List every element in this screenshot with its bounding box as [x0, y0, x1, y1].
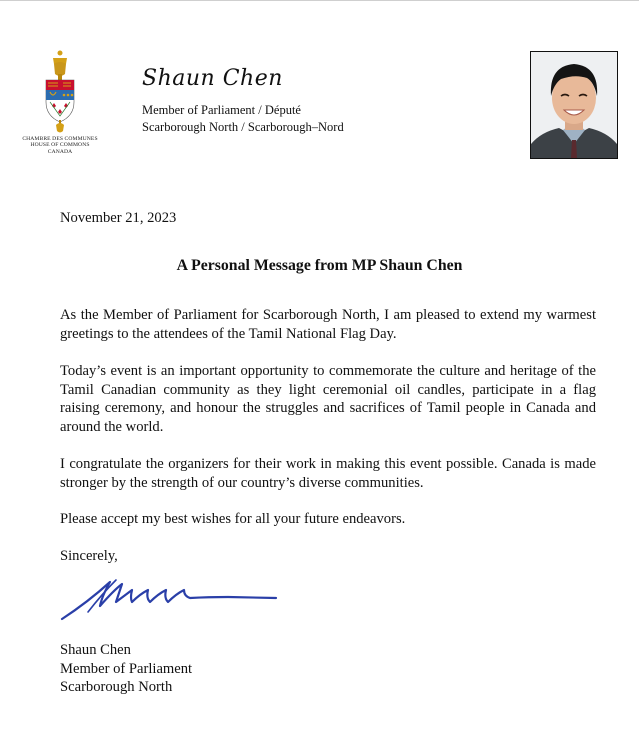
- signatory-position: Member of Parliament: [60, 660, 193, 677]
- letter-heading: A Personal Message from MP Shaun Chen: [176, 257, 463, 274]
- letterhead-script-name: Shaun Chen: [142, 66, 283, 91]
- letter-date: November 21, 2023: [60, 210, 177, 226]
- handwritten-signature: [58, 572, 283, 629]
- portrait-image: [531, 52, 617, 158]
- paragraph-greeting: As the Member of Parliament for Scarborough North, I am pleased to extend my warmest greetings to the attendees of the Tamil National Flag Day.: [60, 307, 596, 342]
- signature-icon: [58, 572, 283, 624]
- crest-caption-french: CHAMBRE DES COMMUNES: [22, 136, 98, 142]
- crest-caption: [18, 136, 102, 155]
- house-of-commons-crest: [18, 50, 102, 160]
- portrait-photo: [530, 51, 618, 159]
- crest-caption-english: HOUSE OF COMMONS: [30, 142, 90, 149]
- paragraph-best-wishes: Please accept my best wishes for all your future endeavors.: [60, 511, 406, 527]
- crest-caption-country: CANADA: [47, 148, 73, 155]
- paragraph-congratulations: I congratulate the organizers for their work in making this event possible. Canada is made stronger by the strength of our country’s diverse communities.: [60, 456, 596, 491]
- letterhead-riding: Scarborough North / Scarborough–Nord: [142, 120, 344, 134]
- signatory-riding: Scarborough North: [60, 679, 173, 695]
- paragraph-event: Today’s event is an important opportunity to commemorate the culture and heritage of the Tamil Canadian community as they light ceremonial oil candles, participate in a flag raising ceremony, and honour the struggles and sacrifices of Tamil people in Canada and around the world.: [60, 363, 596, 435]
- letterhead-title: Member of Parliament / Député: [142, 103, 301, 117]
- signature-block: [60, 641, 596, 697]
- top-border: [0, 0, 639, 1]
- house-of-commons-crest-icon: [40, 50, 80, 134]
- signatory-name: Shaun Chen: [60, 642, 131, 658]
- letter-closing: Sincerely,: [60, 548, 118, 564]
